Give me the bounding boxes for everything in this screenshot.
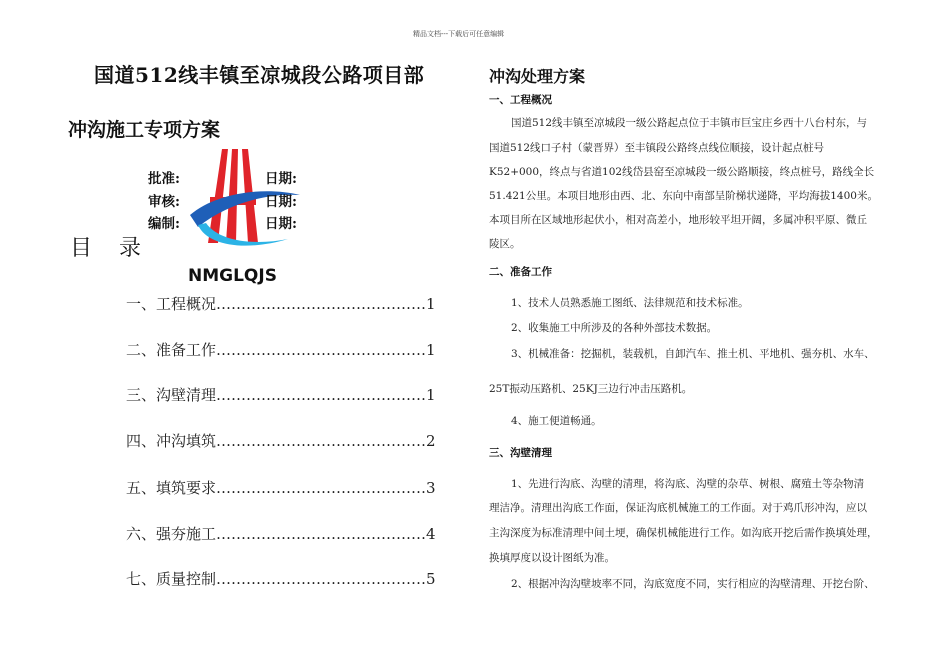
section-title: 冲沟处理方案 — [489, 67, 586, 86]
paragraph-line: 理洁净。清理出沟底工作面，保证沟底机械施工的工作面。对于鸡爪形冲沟，应以 — [489, 502, 867, 514]
paragraph-line: 换填厚度以设计图纸为准。 — [489, 552, 615, 564]
toc-item[interactable]: 七、质量控制……………………………………5 — [126, 570, 436, 588]
paragraph-line: 4、施工便道畅通。 — [511, 415, 602, 427]
paragraph-line: 国道512线丰镇至凉城段一级公路起点位于丰镇市巨宝庄乡西十八台村东，与 — [511, 117, 868, 129]
paragraph-line: 2、根据冲沟沟壁坡率不同，沟底宽度不同，实行相应的沟壁清理、开挖台阶、 — [511, 578, 875, 590]
paragraph-line: 25T振动压路机、25KJ三边行冲击压路机。 — [489, 383, 693, 395]
paragraph-line: 国道512线口子村（蒙晋界）至丰镇段公路终点线位顺接，设计起点桩号 — [489, 142, 825, 154]
compile-label: 编制: — [148, 216, 180, 232]
compile-date-label: 日期: — [265, 216, 297, 232]
paragraph-line: 1、先进行沟底、沟壁的清理，将沟底、沟壁的杂草、树根、腐殖土等杂物清 — [511, 478, 865, 490]
toc-item[interactable]: 四、冲沟填筑……………………………………2 — [126, 432, 436, 450]
section-heading-wall-cleaning: 三、沟壁清理 — [489, 447, 552, 459]
header-note: 精品文档---下载后可任意编辑 — [413, 30, 505, 38]
review-label: 审核: — [148, 194, 180, 210]
approve-label: 批准: — [148, 171, 180, 187]
toc-item[interactable]: 一、工程概况……………………………………1 — [126, 295, 436, 313]
paragraph-line: 2、收集施工中所涉及的各种外部技术数据。 — [511, 322, 718, 334]
paragraph-line: K52+000，终点与省道102线岱县窑至凉城段一级公路顺接，终点桩号，路线全长 — [489, 166, 875, 178]
paragraph-line: 1、技术人员熟悉施工图纸、法律规范和技术标准。 — [511, 297, 749, 309]
section-heading-preparation: 二、准备工作 — [489, 266, 552, 278]
toc-item[interactable]: 五、填筑要求……………………………………3 — [126, 479, 436, 497]
toc-item[interactable]: 三、沟壁清理……………………………………1 — [126, 386, 436, 404]
toc-item[interactable]: 二、准备工作……………………………………1 — [126, 341, 436, 359]
toc-title: 目 录 — [70, 236, 151, 261]
approve-date-label: 日期: — [265, 171, 297, 187]
review-date-label: 日期: — [265, 194, 297, 210]
project-title: 国道512线丰镇至凉城段公路项目部 — [94, 63, 425, 87]
section-heading-overview: 一、工程概况 — [489, 94, 552, 106]
paragraph-line: 主沟深度为标准清理中间土埂，确保机械能进行工作。如沟底开挖后需作换填处理， — [489, 527, 878, 539]
logo-text: NMGLQJS — [188, 266, 277, 286]
paragraph-line: 陵区。 — [489, 238, 521, 250]
plan-subtitle: 冲沟施工专项方案 — [68, 119, 221, 141]
paragraph-line: 本项目所在区域地形起伏小，相对高差小，地形较平坦开阔，多属冲积平原、微丘 — [489, 214, 867, 226]
paragraph-line: 51.421公里。本项目地形由西、北、东向中南部呈阶梯状递降，平均海拔1400米。 — [489, 190, 878, 202]
toc-item[interactable]: 六、强夯施工……………………………………4 — [126, 525, 436, 543]
paragraph-line: 3、机械准备：挖掘机，装载机，自卸汽车、推土机、平地机、强夯机、水车、 — [511, 348, 875, 360]
